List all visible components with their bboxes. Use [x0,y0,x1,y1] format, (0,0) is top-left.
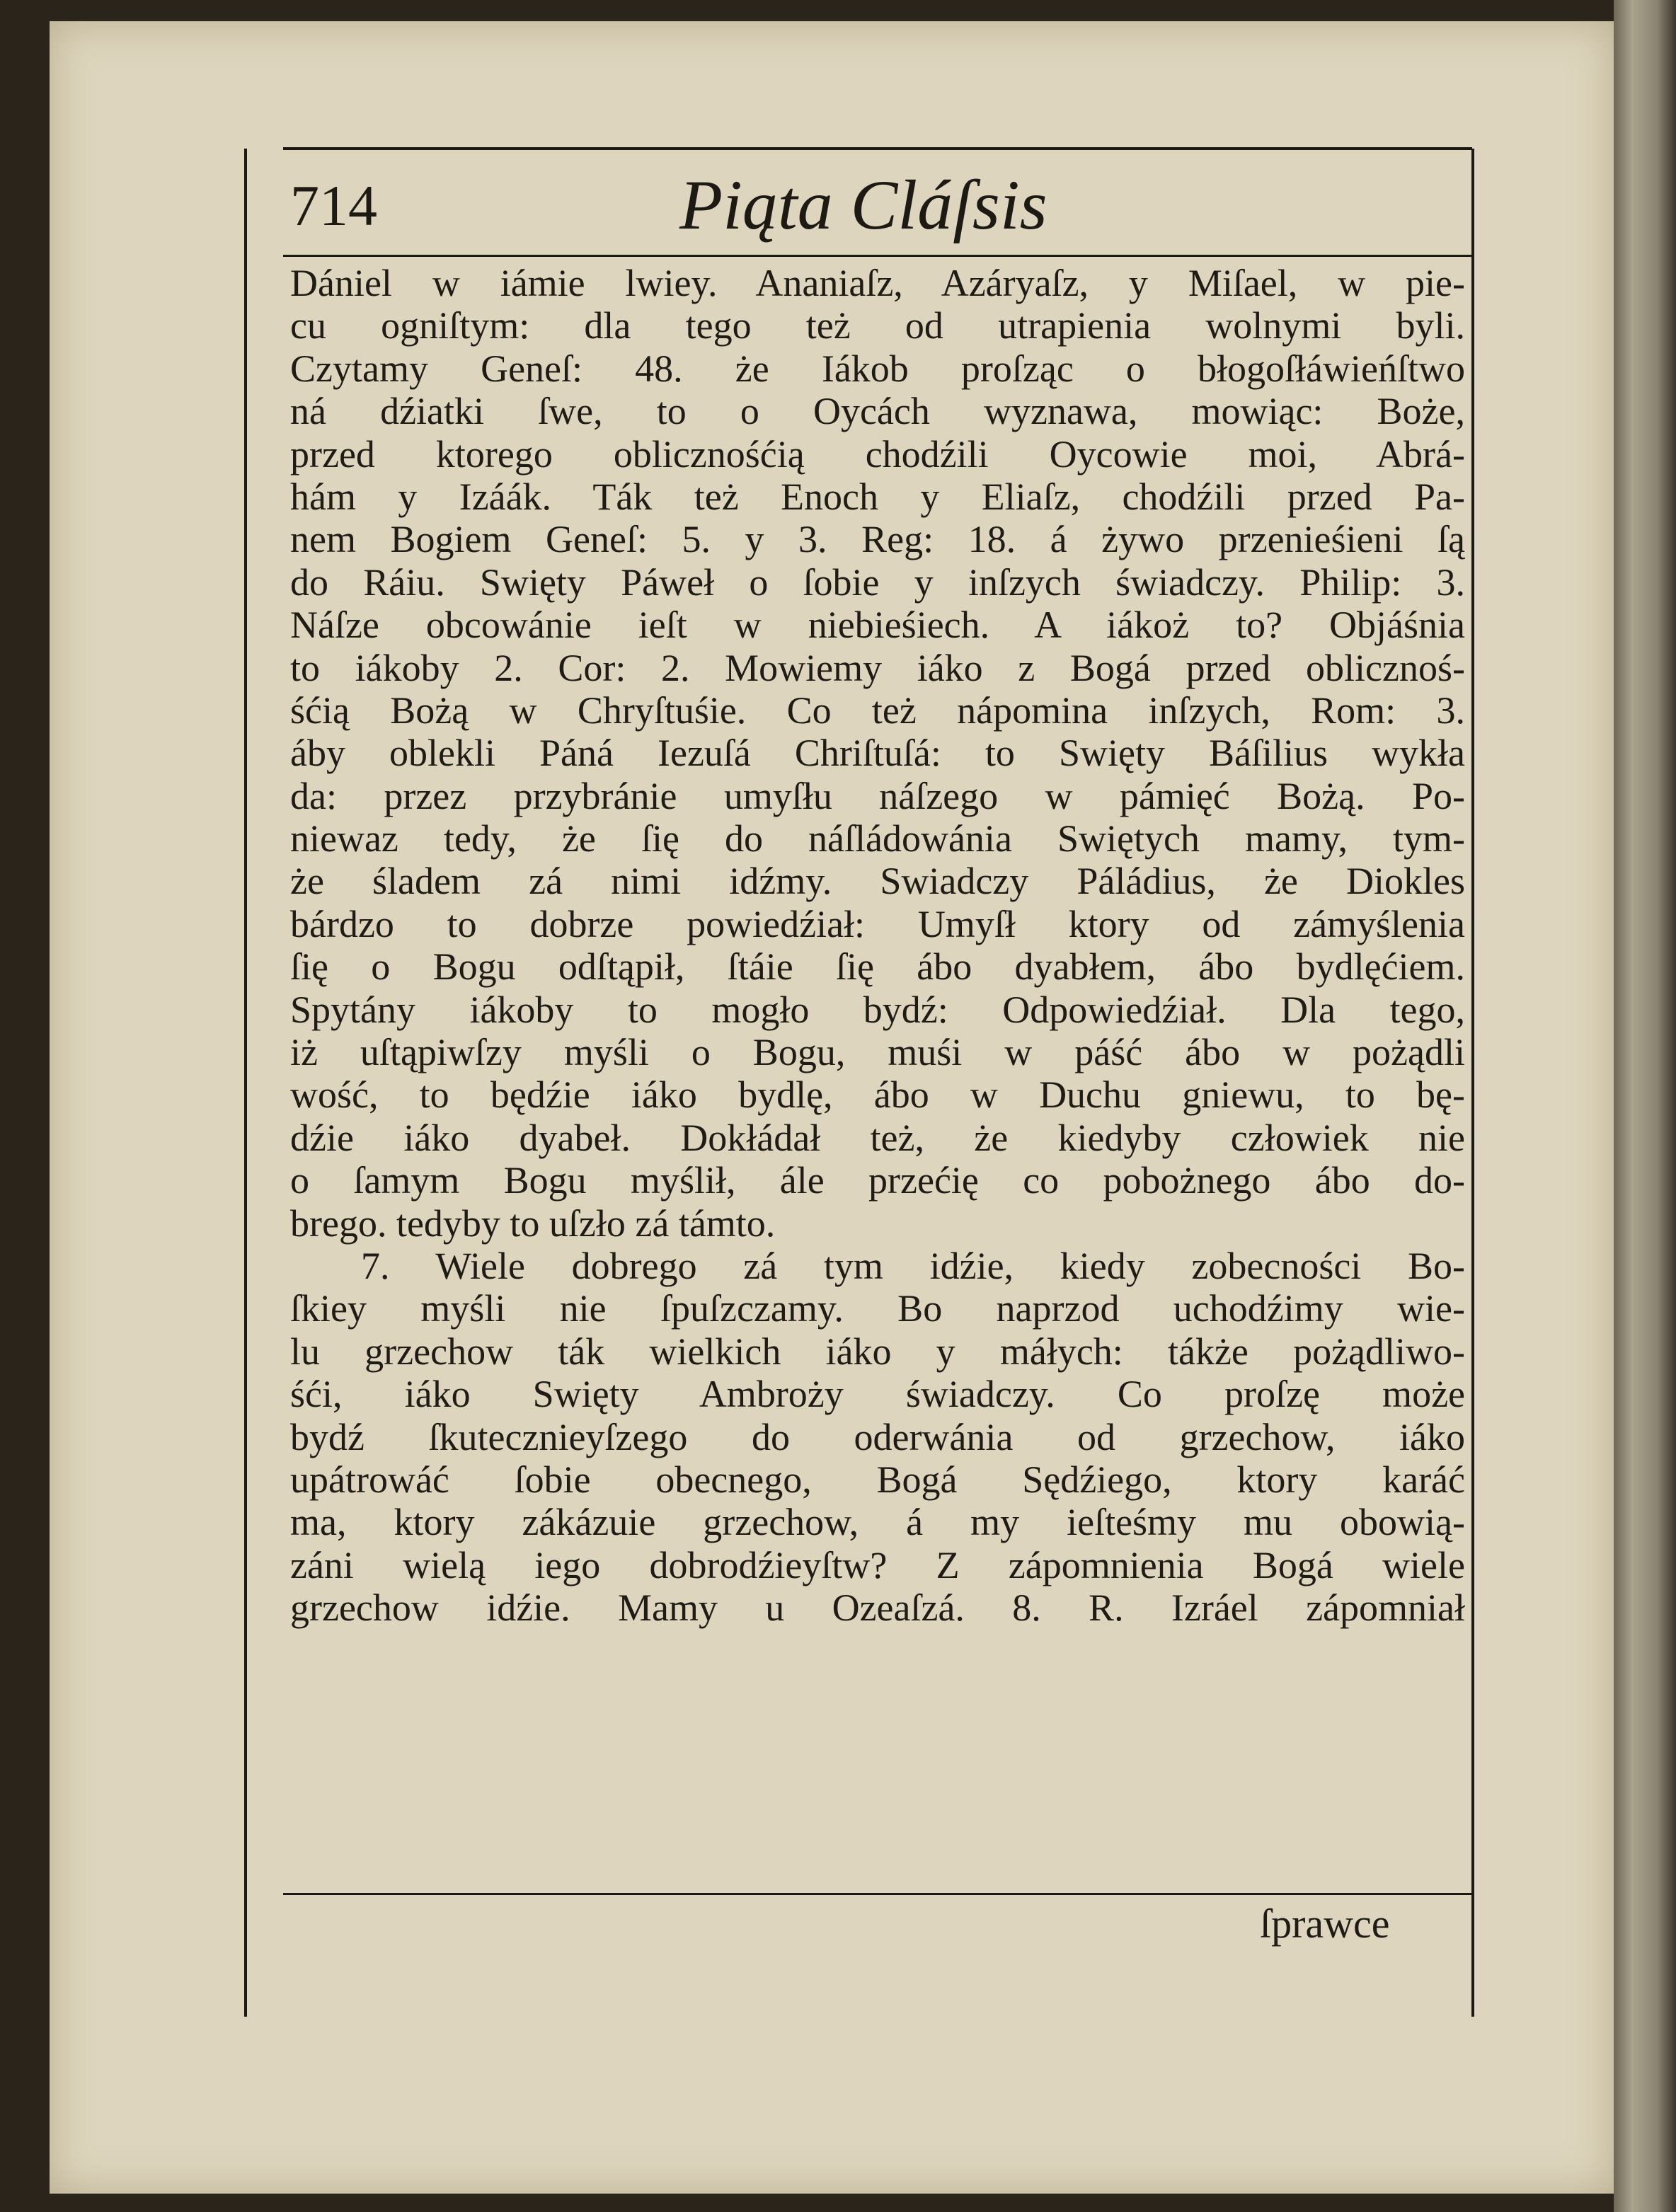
text-line: dźie iáko dyabeł. Dokłádał też, że kiedyby człowiek nie [290,1116,1465,1159]
text-line: śći, iáko Swięty Ambroży świadczy. Co proſzę może [290,1373,1465,1416]
text-line: ná dźiatki ſwe, to o Oycách wyznawa, mowiąc: Boże, [290,390,1465,433]
text-line: bydź ſkutecznieyſzego do oderwánia od grzechow, iáko [290,1415,1465,1458]
header-rule [283,255,1472,257]
text-line: Náſze obcowánie ieſt w niebieśiech. A iákoż to? Objáśnia [290,604,1465,647]
text-line: ſkiey myśli nie ſpuſzczamy. Bo naprzod uchodźimy wie- [290,1287,1465,1330]
page-number: 714 [290,173,377,238]
text-line: śćią Bożą w Chryſtuśie. Co też nápomina inſzych, Rom: 3. [290,689,1465,732]
text-line: lu grzechow ták wielkich iáko y máłych: tákże pożądliwo- [290,1330,1465,1373]
text-line: bárdzo to dobrze powiedźiał: Umyſł ktory od zámyślenia [290,902,1465,945]
bottom-rule [283,1893,1472,1895]
paragraph-start-line: 7. Wiele dobrego zá tym idźie, kiedy zobecności Bo- [361,1244,1465,1287]
page-header [283,156,1472,255]
text-line: hám y Izáák. Ták też Enoch y Eliaſz, chodźili przed Pa- [290,475,1465,518]
text-line: áby oblekli Páná Iezuſá Chriſtuſá: to Swięty Báſilius wykła [290,732,1465,775]
text-line: ſię o Bogu odſtąpił, ſtáie ſię ábo dyabłem, ábo bydlęćiem. [290,945,1465,989]
text-line: niewaz tedy, że ſię do náſládowánia Swiętych mamy, tym- [290,817,1465,860]
text-line: grzechow idźie. Mamy u Ozeaſzá. 8. R. Izráel zápomniał [290,1586,1465,1630]
text-line: o ſamym Bogu myślił, ále przećię co pobożnego ábo do- [290,1159,1465,1202]
text-line: do Ráiu. Swięty Páweł o ſobie y inſzych świadczy. Philip: 3. [290,560,1465,604]
text-line: brego. tedyby to uſzło zá támto. [290,1202,776,1245]
body-text [290,262,1465,1630]
text-line: Dániel w iámie lwiey. Ananiaſz, Azáryaſz, y Miſael, w pie- [290,262,1465,304]
text-line: iż uſtąpiwſzy myśli o Bogu, muśi w páść ábo w pożądli [290,1031,1465,1074]
text-line: upátrowáć ſobie obecnego, Bogá Sędźiego, ktory karáć [290,1458,1465,1501]
text-line: cu ogniſtym: dla tego też od utrapienia wolnymi byli. [290,304,1465,347]
catchword: ſprawce [1260,1901,1390,1947]
text-line: że śladem zá nimi idźmy. Swiadczy Páládius, że Diokles [290,860,1465,903]
text-line: da: przez przybránie umyſłu náſzego w pámięć Bożą. Po- [290,774,1465,817]
text-line: Spytány iákoby to mogło bydź: Odpowiedźiał. Dla tego, [290,988,1465,1031]
text-line: wość, to będźie iáko bydlę, ábo w Duchu gniewu, to bę- [290,1073,1465,1117]
text-line: to iákoby 2. Cor: 2. Mowiemy iáko z Bogá przed oblicznoś- [290,646,1465,689]
text-line: ma, ktory zákázuie grzechow, á my ieſteśmy mu obowią- [290,1501,1465,1544]
running-head: Piąta Cláſsis [679,166,1048,244]
text-line: Czytamy Geneſ: 48. że Iákob proſząc o błogoſłáwieńſtwo [290,347,1465,390]
text-line: nem Bogiem Geneſ: 5. y 3. Reg: 18. á żywo przenieśieni ſą [290,518,1465,561]
text-line: záni wielą iego dobrodźieyſtw? Z zápomnienia Bogá wiele [290,1543,1465,1586]
text-line: przed ktorego oblicznośćią chodźili Oycowie moi, Abrá- [290,432,1465,476]
adjacent-page-edge [1614,0,1676,2212]
